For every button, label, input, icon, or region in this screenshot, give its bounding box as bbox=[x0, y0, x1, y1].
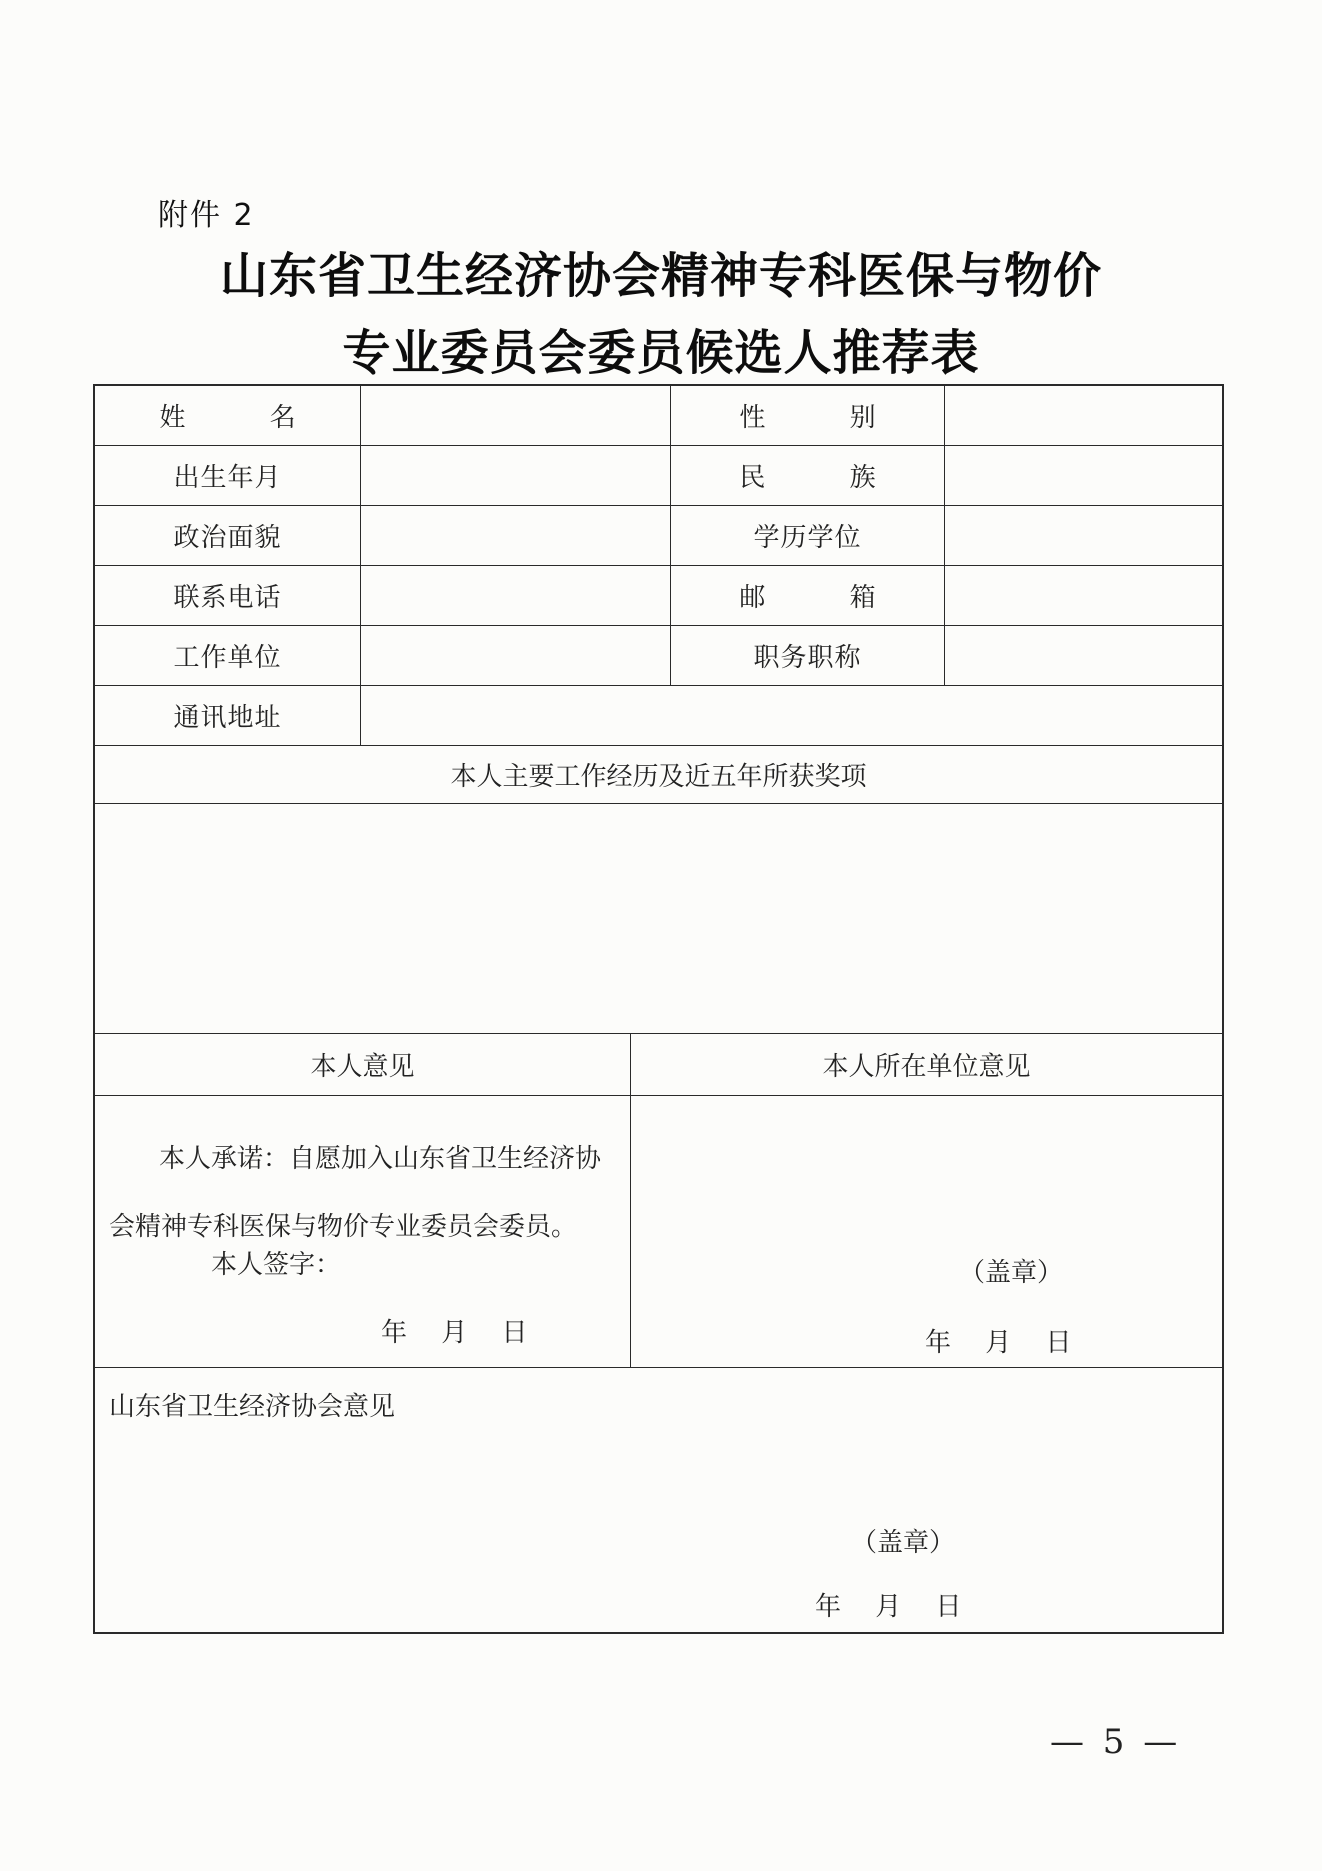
unit-seal: （盖章） bbox=[959, 1258, 1064, 1288]
education-field[interactable] bbox=[945, 506, 1222, 566]
address-label: 通讯地址 bbox=[95, 686, 361, 746]
gender-field[interactable] bbox=[945, 386, 1222, 446]
association-opinion-label: 山东省卫生经济协会意见 bbox=[109, 1392, 396, 1422]
experience-header: 本人主要工作经历及近五年所获奖项 bbox=[95, 746, 1222, 804]
politics-label: 政治面貌 bbox=[95, 506, 361, 566]
ethnicity-label: 民 族 bbox=[671, 446, 945, 506]
employer-field[interactable] bbox=[361, 626, 671, 686]
email-field[interactable] bbox=[945, 566, 1222, 626]
name-label: 姓 名 bbox=[95, 386, 361, 446]
phone-label: 联系电话 bbox=[95, 566, 361, 626]
form-title-line-2: 专业委员会委员候选人推荐表 bbox=[342, 325, 980, 381]
education-label: 学历学位 bbox=[671, 506, 945, 566]
birth-field[interactable] bbox=[361, 446, 671, 506]
email-label: 邮 箱 bbox=[671, 566, 945, 626]
association-seal: （盖章） bbox=[851, 1528, 956, 1558]
page-number: — 5 — bbox=[1050, 1722, 1182, 1762]
attachment-label: 附件 2 bbox=[158, 198, 255, 233]
gender-label: 性 别 bbox=[671, 386, 945, 446]
phone-field[interactable] bbox=[361, 566, 671, 626]
name-field[interactable] bbox=[361, 386, 671, 446]
birth-label: 出生年月 bbox=[95, 446, 361, 506]
self-date: 年 月 日 bbox=[381, 1318, 528, 1348]
commitment-line-1: 本人承诺：自愿加入山东省卫生经济协 bbox=[159, 1144, 602, 1174]
position-field[interactable] bbox=[945, 626, 1222, 686]
politics-field[interactable] bbox=[361, 506, 671, 566]
ethnicity-field[interactable] bbox=[945, 446, 1222, 506]
recommendation-form bbox=[93, 384, 1224, 1634]
signature-label: 本人签字： bbox=[211, 1250, 342, 1280]
commitment-line-2: 会精神专科医保与物价专业委员会委员。 bbox=[109, 1212, 578, 1242]
position-label: 职务职称 bbox=[671, 626, 945, 686]
address-field[interactable] bbox=[361, 686, 1222, 746]
unit-opinion-header: 本人所在单位意见 bbox=[631, 1034, 1222, 1096]
employer-label: 工作单位 bbox=[95, 626, 361, 686]
self-opinion-header: 本人意见 bbox=[95, 1034, 631, 1096]
experience-field[interactable] bbox=[95, 804, 1222, 1034]
association-date: 年 月 日 bbox=[815, 1592, 962, 1622]
form-title-line-1: 山东省卫生经济协会精神专科医保与物价 bbox=[219, 248, 1102, 304]
unit-date: 年 月 日 bbox=[925, 1328, 1072, 1358]
